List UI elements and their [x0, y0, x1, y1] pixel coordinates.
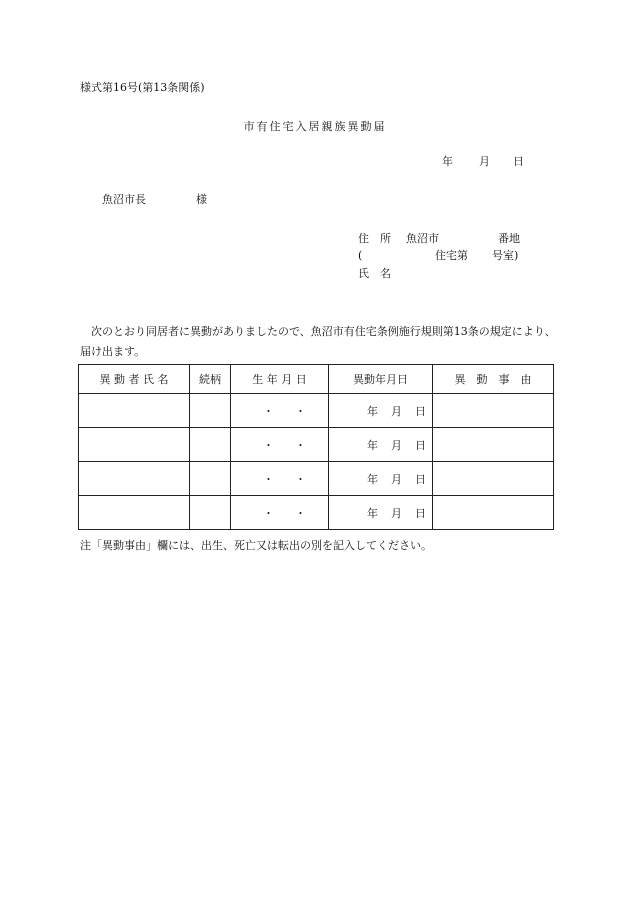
cell-change-reason[interactable]: [433, 496, 554, 530]
address-banchi: 番地: [498, 232, 520, 245]
cell-change-date[interactable]: [329, 394, 433, 428]
change-day-label: 日: [415, 438, 426, 452]
header-birth-date: 生 年 月 日: [231, 365, 329, 394]
table-row: [79, 462, 554, 496]
cell-change-date[interactable]: [329, 462, 433, 496]
dob-separator: ・: [263, 438, 274, 452]
form-number: 様式第16号(第13条関係): [80, 81, 205, 94]
name-label: 氏 名: [358, 267, 391, 280]
date-day-label: 日: [513, 155, 524, 168]
dob-separator: ・: [295, 472, 306, 486]
header-relationship: 続柄: [190, 365, 231, 394]
addressee-name: 魚沼市長: [102, 193, 146, 206]
date-month-label: 月: [479, 155, 490, 168]
cell-person-name[interactable]: [79, 462, 190, 496]
table-row: [79, 428, 554, 462]
dob-separator: ・: [263, 506, 274, 520]
cell-person-name[interactable]: [79, 496, 190, 530]
cell-birth-date[interactable]: [231, 428, 329, 462]
cell-change-date[interactable]: [329, 428, 433, 462]
change-year-label: 年: [367, 438, 378, 452]
intro-text: 次のとおり同居者に異動がありましたので、魚沼市有住宅条例施行規則第13条の規定により、届け出ます。: [80, 325, 556, 358]
change-year-label: 年: [367, 506, 378, 520]
cell-change-reason[interactable]: [433, 428, 554, 462]
cell-change-date[interactable]: [329, 496, 433, 530]
cell-person-name[interactable]: [79, 394, 190, 428]
cell-relationship[interactable]: [190, 394, 231, 428]
address-city: 魚沼市: [406, 232, 439, 245]
dob-separator: ・: [295, 506, 306, 520]
table-row: [79, 496, 554, 530]
change-day-label: 日: [415, 404, 426, 418]
change-month-label: 月: [391, 438, 402, 452]
address-label: 住 所: [358, 232, 391, 245]
paren-open: (: [358, 249, 363, 262]
intro-paragraph: [80, 322, 558, 362]
cell-birth-date[interactable]: [231, 496, 329, 530]
change-year-label: 年: [367, 472, 378, 486]
change-month-label: 月: [391, 472, 402, 486]
addressee-suffix: 様: [196, 193, 207, 206]
header-person-name: 異 動 者 氏 名: [79, 365, 190, 394]
change-day-label: 日: [415, 472, 426, 486]
header-change-reason: 異 動 事 由: [433, 365, 554, 394]
change-day-label: 日: [415, 506, 426, 520]
cell-relationship[interactable]: [190, 428, 231, 462]
cell-relationship[interactable]: [190, 496, 231, 530]
footnote: 注「異動事由」欄には、出生、死亡又は転出の別を記入してください。: [80, 539, 432, 552]
cell-person-name[interactable]: [79, 428, 190, 462]
cell-change-reason[interactable]: [433, 462, 554, 496]
dob-separator: ・: [263, 472, 274, 486]
change-month-label: 月: [391, 404, 402, 418]
change-table: [78, 364, 554, 530]
dob-separator: ・: [263, 404, 274, 418]
date-year-label: 年: [442, 155, 453, 168]
change-year-label: 年: [367, 404, 378, 418]
document-title: 市有住宅入居親族異動届: [243, 120, 387, 133]
dob-separator: ・: [295, 438, 306, 452]
cell-birth-date[interactable]: [231, 394, 329, 428]
table-row: [79, 394, 554, 428]
header-change-date: 異動年月日: [329, 365, 433, 394]
table-header-row: [79, 365, 554, 394]
cell-relationship[interactable]: [190, 462, 231, 496]
room-label: 号室): [492, 249, 519, 262]
dob-separator: ・: [295, 404, 306, 418]
cell-change-reason[interactable]: [433, 394, 554, 428]
housing-label: 住宅第: [435, 249, 468, 262]
change-month-label: 月: [391, 506, 402, 520]
cell-birth-date[interactable]: [231, 462, 329, 496]
